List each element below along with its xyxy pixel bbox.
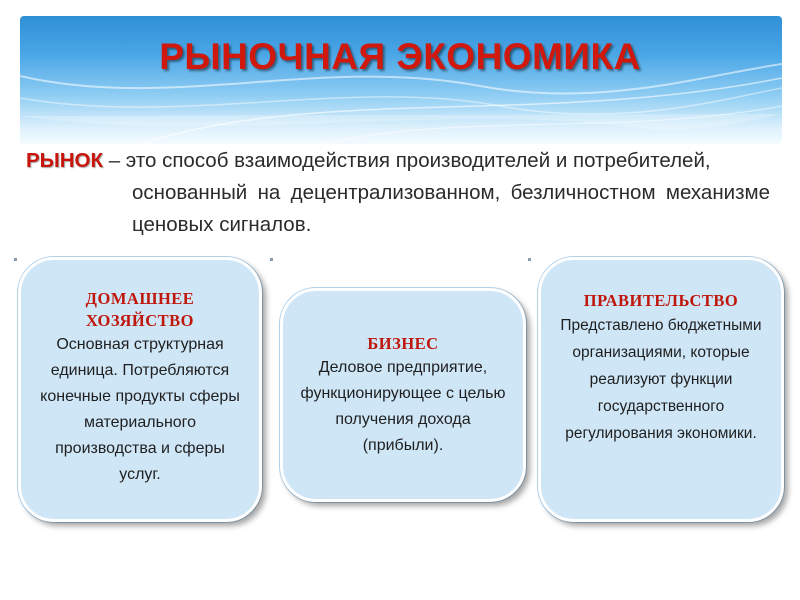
definition-continuation: основанный на децентрализованном, безличностном механизме ценовых сигналов. — [132, 181, 770, 236]
corner-dot — [270, 258, 273, 261]
household-heading: ДОМАШНЕЕ ХОЗЯЙСТВО — [85, 289, 195, 330]
corner-dot — [528, 258, 531, 261]
definition-first-line — [26, 145, 770, 177]
household-card — [18, 257, 262, 522]
page-title: РЫНОЧНАЯ ЭКОНОМИКА — [159, 36, 641, 77]
government-text: Представлено бюджетными организациями, которые реализуют функции государственного регулирования экономики. — [560, 317, 762, 442]
business-heading: БИЗНЕС — [367, 334, 439, 353]
market-definition — [26, 145, 770, 241]
government-card — [538, 257, 784, 522]
corner-dot — [14, 258, 17, 261]
business-text: Деловое предприятие, функционирующее с целью получения дохода (прибыли). — [300, 359, 506, 454]
government-heading: ПРАВИТЕЛЬСТВО — [583, 291, 739, 310]
household-text: Основная структурная единица. Потребляются конечные продукты сферы материального производства и сферы услуг. — [40, 336, 240, 483]
definition-first-line-text: – это способ взаимодействия производителей и потребителей, — [103, 149, 711, 172]
definition-term: РЫНОК — [26, 149, 104, 172]
business-card — [280, 288, 526, 502]
